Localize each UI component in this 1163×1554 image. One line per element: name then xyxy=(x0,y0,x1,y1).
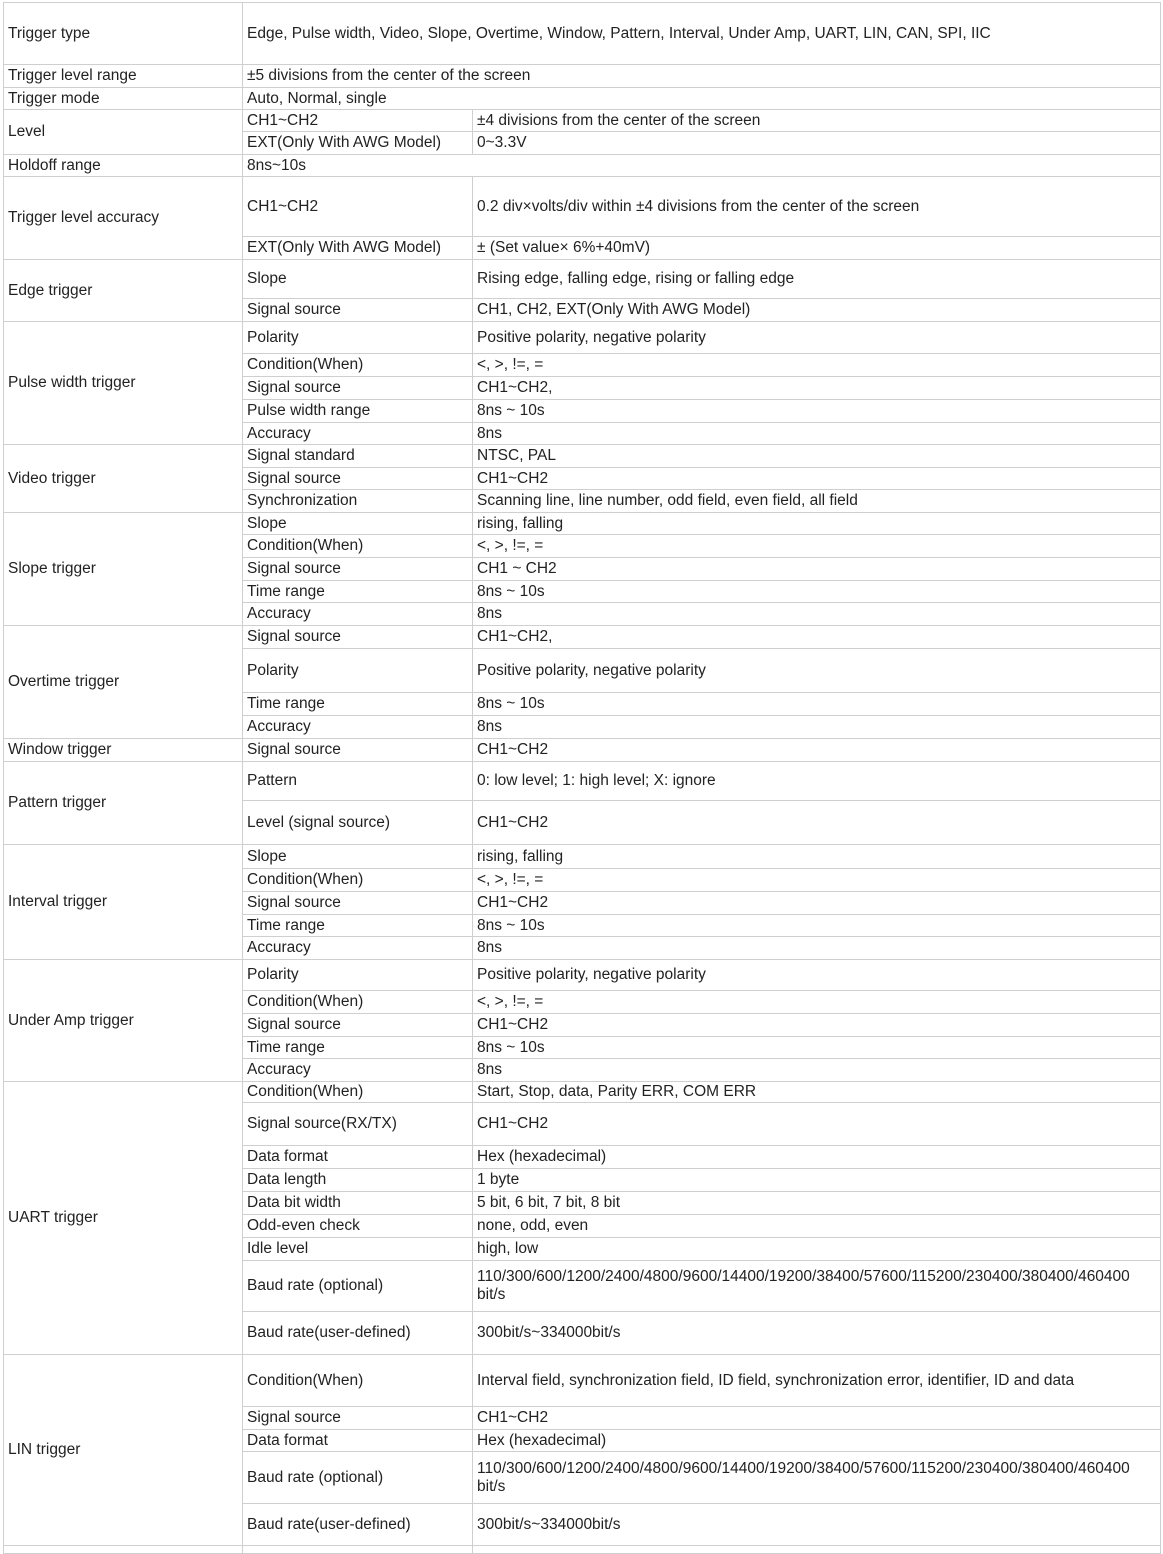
spec-value-cell: 8ns xyxy=(473,716,1161,739)
spec-value-cell: ±4 divisions from the center of the screen xyxy=(473,110,1161,132)
spec-value-cell: 300bit/s~334000bit/s xyxy=(473,1312,1161,1355)
spec-name-cell: Edge trigger xyxy=(4,260,243,322)
spec-param-cell: Time range xyxy=(243,581,473,603)
spec-value-cell: ±5 divisions from the center of the screen xyxy=(243,65,1161,88)
spec-param-cell: Signal source(RX/TX) xyxy=(243,1103,473,1146)
spec-param-cell: Signal source xyxy=(243,892,473,915)
table-row xyxy=(4,88,1161,110)
table-row xyxy=(4,739,1161,762)
spec-value-cell: <, >, !=, = xyxy=(473,535,1161,558)
spec-value-cell: rising, falling xyxy=(473,513,1161,535)
spec-param-cell: Baud rate (optional) xyxy=(243,1261,473,1312)
spec-name-cell: Pulse width trigger xyxy=(4,322,243,445)
spec-value-cell: CH1~CH2, xyxy=(473,377,1161,400)
spec-param-cell: Accuracy xyxy=(243,603,473,626)
spec-param-cell: Signal source xyxy=(243,626,473,649)
spec-name-cell: Trigger level range xyxy=(4,65,243,88)
spec-param-cell: Condition(When) xyxy=(243,535,473,558)
spec-value-cell: Rising edge, falling edge, rising or falling edge xyxy=(473,260,1161,299)
table-row xyxy=(4,110,1161,132)
spec-value-cell: <, >, !=, = xyxy=(473,354,1161,377)
spec-param-cell: Condition(When) xyxy=(243,354,473,377)
table-row xyxy=(4,762,1161,801)
spec-value-cell: 5 bit, 6 bit, 7 bit, 8 bit xyxy=(473,1192,1161,1215)
spec-param-cell: Accuracy xyxy=(243,716,473,739)
spec-param-cell: Level (signal source) xyxy=(243,801,473,845)
spec-param-cell: EXT(Only With AWG Model) xyxy=(243,237,473,260)
table-row xyxy=(4,626,1161,649)
spec-param-cell: Polarity xyxy=(243,960,473,991)
spec-name-cell: Holdoff range xyxy=(4,155,243,177)
spec-name-cell: UART trigger xyxy=(4,1082,243,1355)
table-row xyxy=(4,1082,1161,1103)
spec-param-cell xyxy=(243,1546,473,1554)
spec-value-cell: 110/300/600/1200/2400/4800/9600/14400/19200/38400/57600/115200/230400/380400/460400 bit/s xyxy=(473,1452,1161,1504)
spec-value-cell: CH1~CH2 xyxy=(473,1014,1161,1037)
spec-name-cell: Under Amp trigger xyxy=(4,960,243,1082)
spec-param-cell: Condition(When) xyxy=(243,1082,473,1103)
table-row xyxy=(4,322,1161,354)
spec-param-cell: Accuracy xyxy=(243,937,473,960)
spec-param-cell: Data length xyxy=(243,1169,473,1192)
spec-param-cell: Polarity xyxy=(243,322,473,354)
spec-value-cell: Positive polarity, negative polarity xyxy=(473,322,1161,354)
spec-param-cell: Condition(When) xyxy=(243,991,473,1014)
spec-value-cell: CH1~CH2 xyxy=(473,1407,1161,1430)
spec-param-cell: Accuracy xyxy=(243,423,473,445)
spec-param-cell: Signal source xyxy=(243,468,473,490)
spec-value-cell: 8ns ~ 10s xyxy=(473,581,1161,603)
spec-value-cell: Scanning line, line number, odd field, even field, all field xyxy=(473,490,1161,513)
table-row xyxy=(4,845,1161,869)
spec-param-cell: Signal source xyxy=(243,299,473,322)
spec-value-cell: 110/300/600/1200/2400/4800/9600/14400/19200/38400/57600/115200/230400/380400/460400 bit/s xyxy=(473,1261,1161,1312)
spec-value-cell: ± (Set value× 6%+40mV) xyxy=(473,237,1161,260)
spec-name-cell: Slope trigger xyxy=(4,513,243,626)
spec-value-cell: Positive polarity, negative polarity xyxy=(473,960,1161,991)
spec-value-cell: 8ns xyxy=(473,937,1161,960)
spec-name-cell: Overtime trigger xyxy=(4,626,243,739)
spec-param-cell: Signal source xyxy=(243,1407,473,1430)
table-row xyxy=(4,155,1161,177)
spec-value-cell: 300bit/s~334000bit/s xyxy=(473,1504,1161,1546)
spec-param-cell: Data bit width xyxy=(243,1192,473,1215)
spec-name-cell: Interval trigger xyxy=(4,845,243,960)
spec-value-cell: CH1~CH2 xyxy=(473,1103,1161,1146)
spec-name-cell: Video trigger xyxy=(4,445,243,513)
spec-name-cell: Trigger type xyxy=(4,3,243,65)
spec-param-cell: Signal standard xyxy=(243,445,473,468)
spec-param-cell: Time range xyxy=(243,693,473,716)
spec-name-cell xyxy=(4,1546,243,1554)
spec-name-cell: Window trigger xyxy=(4,739,243,762)
spec-value-cell: 8ns ~ 10s xyxy=(473,1037,1161,1059)
spec-param-cell: Baud rate (optional) xyxy=(243,1452,473,1504)
spec-param-cell: Slope xyxy=(243,513,473,535)
spec-param-cell: CH1~CH2 xyxy=(243,110,473,132)
spec-value-cell: 8ns xyxy=(473,423,1161,445)
spec-value-cell: 8ns ~ 10s xyxy=(473,915,1161,937)
spec-param-cell: Idle level xyxy=(243,1238,473,1261)
spec-value-cell: high, low xyxy=(473,1238,1161,1261)
spec-value-cell: <, >, !=, = xyxy=(473,869,1161,892)
spec-value-cell: <, >, !=, = xyxy=(473,991,1161,1014)
spec-value-cell: Hex (hexadecimal) xyxy=(473,1430,1161,1452)
table-row xyxy=(4,177,1161,237)
spec-value-cell: CH1~CH2, xyxy=(473,626,1161,649)
spec-table-body xyxy=(4,3,1161,1554)
spec-param-cell: Pattern xyxy=(243,762,473,801)
spec-value-cell: CH1~CH2 xyxy=(473,892,1161,915)
spec-param-cell: Data format xyxy=(243,1146,473,1169)
table-row xyxy=(4,445,1161,468)
spec-param-cell: Signal source xyxy=(243,558,473,581)
table-row xyxy=(4,1355,1161,1407)
spec-param-cell: Pulse width range xyxy=(243,400,473,423)
spec-param-cell: Baud rate(user-defined) xyxy=(243,1504,473,1546)
spec-param-cell: Condition(When) xyxy=(243,1355,473,1407)
spec-param-cell: Synchronization xyxy=(243,490,473,513)
spec-value-cell: Auto, Normal, single xyxy=(243,88,1161,110)
spec-param-cell: Time range xyxy=(243,1037,473,1059)
spec-param-cell: Signal source xyxy=(243,739,473,762)
spec-value-cell: CH1~CH2 xyxy=(473,739,1161,762)
spec-param-cell: Baud rate(user-defined) xyxy=(243,1312,473,1355)
spec-value-cell: CH1 ~ CH2 xyxy=(473,558,1161,581)
table-row xyxy=(4,1546,1161,1554)
spec-param-cell: Data format xyxy=(243,1430,473,1452)
spec-value-cell: NTSC, PAL xyxy=(473,445,1161,468)
spec-value-cell: 0~3.3V xyxy=(473,132,1161,155)
spec-name-cell: Level xyxy=(4,110,243,155)
table-row xyxy=(4,3,1161,65)
spec-value-cell: none, odd, even xyxy=(473,1215,1161,1238)
spec-name-cell: LIN trigger xyxy=(4,1355,243,1546)
spec-value-cell: 8ns xyxy=(473,1059,1161,1082)
spec-value-cell: 1 byte xyxy=(473,1169,1161,1192)
spec-value-cell: 0.2 div×volts/div within ±4 divisions from the center of the screen xyxy=(473,177,1161,237)
spec-name-cell: Trigger level accuracy xyxy=(4,177,243,260)
spec-param-cell: Slope xyxy=(243,260,473,299)
spec-value-cell: rising, falling xyxy=(473,845,1161,869)
spec-value-cell: CH1~CH2 xyxy=(473,801,1161,845)
spec-param-cell: Accuracy xyxy=(243,1059,473,1082)
spec-param-cell: EXT(Only With AWG Model) xyxy=(243,132,473,155)
table-row xyxy=(4,260,1161,299)
table-row xyxy=(4,513,1161,535)
spec-value-cell: Hex (hexadecimal) xyxy=(473,1146,1161,1169)
spec-value-cell: CH1, CH2, EXT(Only With AWG Model) xyxy=(473,299,1161,322)
spec-param-cell: Slope xyxy=(243,845,473,869)
spec-value-cell: 8ns ~ 10s xyxy=(473,693,1161,716)
spec-value-cell: CH1~CH2 xyxy=(473,468,1161,490)
spec-name-cell: Trigger mode xyxy=(4,88,243,110)
spec-value-cell: Edge, Pulse width, Video, Slope, Overtime, Window, Pattern, Interval, Under Amp, UART, LIN, CAN, SPI, IIC xyxy=(243,3,1161,65)
spec-param-cell: Signal source xyxy=(243,1014,473,1037)
spec-value-cell: 8ns~10s xyxy=(243,155,1161,177)
spec-name-cell: Pattern trigger xyxy=(4,762,243,845)
spec-param-cell: Signal source xyxy=(243,377,473,400)
table-row xyxy=(4,960,1161,991)
spec-value-cell: Positive polarity, negative polarity xyxy=(473,649,1161,693)
spec-value-cell: Interval field, synchronization field, ID field, synchronization error, identifier, ID and data xyxy=(473,1355,1161,1407)
spec-value-cell: 0: low level; 1: high level; X: ignore xyxy=(473,762,1161,801)
trigger-spec-table xyxy=(3,2,1161,1554)
spec-param-cell: CH1~CH2 xyxy=(243,177,473,237)
spec-param-cell: Condition(When) xyxy=(243,869,473,892)
spec-value-cell xyxy=(473,1546,1161,1554)
spec-value-cell: 8ns xyxy=(473,603,1161,626)
spec-param-cell: Time range xyxy=(243,915,473,937)
spec-value-cell: 8ns ~ 10s xyxy=(473,400,1161,423)
spec-param-cell: Odd-even check xyxy=(243,1215,473,1238)
table-row xyxy=(4,65,1161,88)
spec-param-cell: Polarity xyxy=(243,649,473,693)
spec-value-cell: Start, Stop, data, Parity ERR, COM ERR xyxy=(473,1082,1161,1103)
